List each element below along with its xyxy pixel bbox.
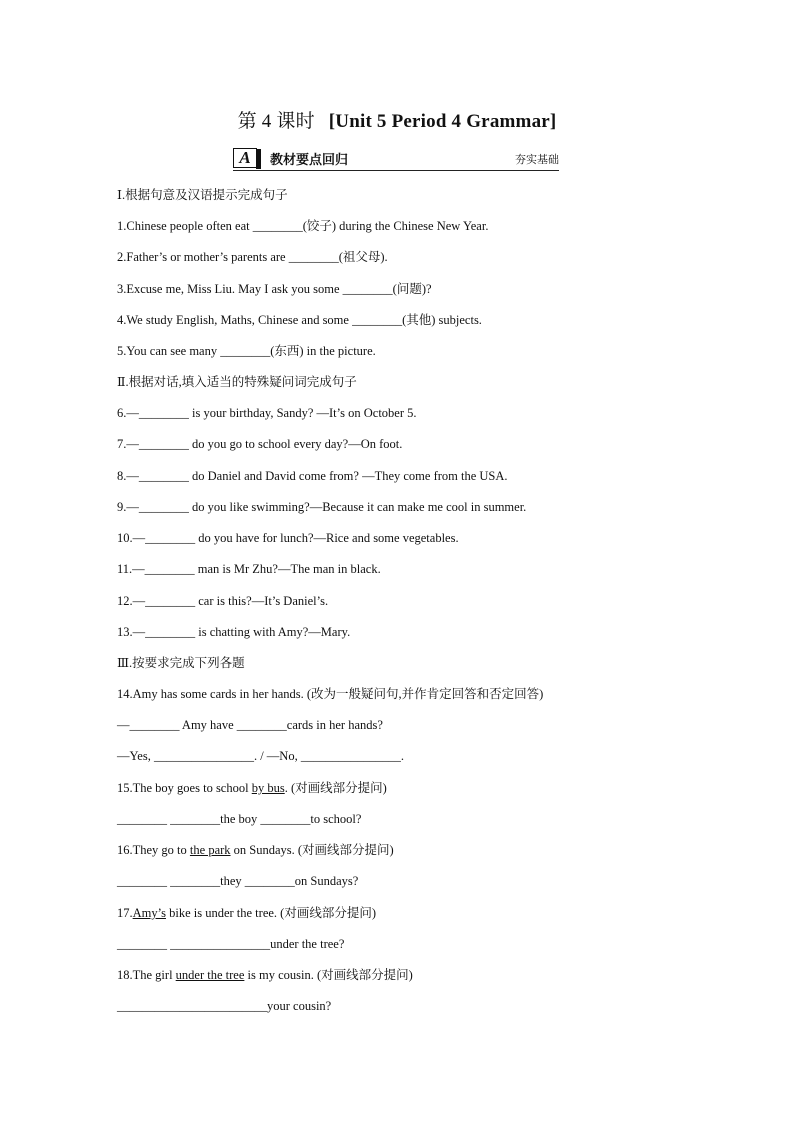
- section-heading-1: Ⅰ.根据句意及汉语提示完成句子: [117, 188, 288, 202]
- q18-text-post: is my cousin. (对画线部分提问): [244, 968, 413, 982]
- question-6: 6.—________ is your birthday, Sandy? —It’s on October 5.: [117, 406, 417, 420]
- banner-title: 教材要点回归: [270, 153, 349, 168]
- q17-text-pre: 17.: [117, 906, 133, 920]
- question-10: 10.—________ do you have for lunch?—Rice and some vegetables.: [117, 531, 459, 545]
- answer-18: ________________________your cousin?: [117, 999, 332, 1013]
- unit-label: [Unit 5 Period 4 Grammar]: [328, 111, 557, 132]
- answer-15: ________ ________the boy ________to school?: [117, 812, 362, 826]
- question-3: 3.Excuse me, Miss Liu. May I ask you some ________(问题)?: [117, 282, 432, 296]
- question-1: 1.Chinese people often eat ________(饺子) during the Chinese New Year.: [117, 219, 489, 233]
- q17-text-post: bike is under the tree. (对画线部分提问): [165, 906, 376, 920]
- q15-text-pre: 15.The boy goes to school: [117, 781, 252, 795]
- question-8: 8.—________ do Daniel and David come from? —They come from the USA.: [117, 469, 508, 483]
- question-5: 5.You can see many ________(东西) in the picture.: [117, 344, 376, 358]
- q16-text-pre: 16.They go to: [117, 843, 190, 857]
- q17-underlined: Amy’s: [132, 906, 166, 920]
- q15-underlined: by bus: [251, 781, 285, 795]
- section-heading-2: Ⅱ.根据对话,填入适当的特殊疑问词完成句子: [117, 375, 357, 389]
- question-18: [117, 967, 413, 983]
- question-9: 9.—________ do you like swimming?—Because it can make me cool in summer.: [117, 500, 527, 514]
- question-15: [117, 780, 387, 796]
- question-17: [117, 905, 376, 921]
- answer-17: ________ ________________under the tree?: [117, 937, 345, 951]
- question-12: 12.—________ car is this?—It’s Daniel’s.: [117, 594, 329, 608]
- answer-14-replies: —Yes, ________________. / —No, ________________.: [117, 749, 404, 763]
- banner-tag: 夯实基础: [515, 153, 559, 166]
- question-13: 13.—________ is chatting with Amy?—Mary.: [117, 625, 351, 639]
- section-heading-3: Ⅲ.按要求完成下列各题: [117, 656, 245, 670]
- q18-underlined: under the tree: [175, 968, 245, 982]
- page-title: [0, 106, 794, 133]
- question-16: [117, 842, 394, 858]
- question-7: 7.—________ do you go to school every day?—On foot.: [117, 437, 403, 451]
- question-11: 11.—________ man is Mr Zhu?—The man in black.: [117, 562, 381, 576]
- q15-text-post: . (对画线部分提问): [284, 781, 387, 795]
- question-4: 4.We study English, Maths, Chinese and some ________(其他) subjects.: [117, 313, 482, 327]
- q16-underlined: the park: [189, 843, 231, 857]
- answer-16: ________ ________they ________on Sundays?: [117, 874, 359, 888]
- question-2: 2.Father’s or mother’s parents are ________(祖父母).: [117, 250, 388, 264]
- question-14: 14.Amy has some cards in her hands. (改为一般疑问句,并作肯定回答和否定回答): [117, 687, 544, 701]
- section-badge-icon: A: [233, 148, 257, 168]
- q18-text-pre: 18.The girl: [117, 968, 176, 982]
- q16-text-post: on Sundays. (对画线部分提问): [230, 843, 394, 857]
- section-banner: [233, 146, 559, 171]
- answer-14-question: —________ Amy have ________cards in her hands?: [117, 718, 383, 732]
- lesson-label: 第 4 课时: [237, 111, 315, 132]
